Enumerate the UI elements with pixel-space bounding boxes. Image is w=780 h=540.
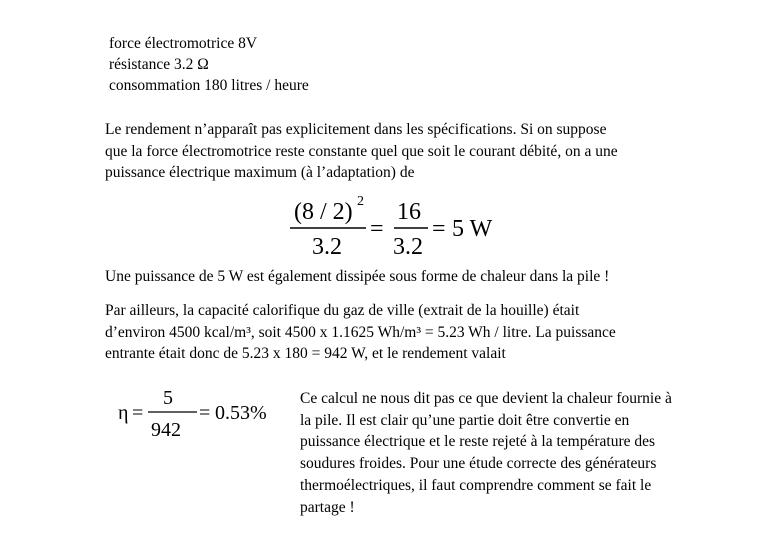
formula2-numerator: 5: [163, 387, 173, 409]
paragraph-heat-dissipation: [105, 266, 609, 288]
paragraph-line: entrante était donc de 5.23 x 180 = 942 W, et le rendement valait: [105, 345, 506, 362]
paragraph-gas-capacity: [105, 300, 616, 365]
paragraph-line: puissance électrique et le reste rejeté à la température des: [300, 433, 656, 451]
paragraph-efficiency-intro: [105, 119, 618, 184]
formula2-denominator: 942: [151, 419, 181, 441]
paragraph-line: la pile. Il est clair qu’une partie doit être convertie en: [300, 411, 630, 429]
formula1-denominator-2: 3.2: [393, 234, 423, 260]
specifications-list: [109, 33, 309, 96]
formula1-equals-2: =: [432, 216, 446, 242]
formula1-exponent: 2: [357, 194, 364, 209]
formula2-equals-2: =: [199, 402, 211, 424]
paragraph-line: que la force électromotrice reste constante quel que soit le courant débité, on a une: [105, 142, 618, 160]
paragraph-line: Ce calcul ne nous dit pas ce que devient la chaleur fournie à: [300, 390, 672, 407]
paragraph-conclusion: [300, 388, 672, 518]
spec-resistance: résistance 3.2 Ω: [109, 56, 209, 73]
spec-emf: force électromotrice 8V: [109, 35, 258, 52]
paragraph-line: Le rendement n’apparaît pas explicitement dans les spécifications. Si on suppose: [105, 121, 607, 138]
paragraph-line: soudures froides. Pour une étude correcte des générateurs: [300, 455, 657, 473]
formula1-equals-1: =: [370, 216, 384, 242]
formula1-denominator-1: 3.2: [312, 234, 342, 260]
formula1-numerator-2: 16: [397, 199, 421, 225]
formula1-result: 5 W: [452, 216, 493, 242]
formula1-numerator-1: (8 / 2): [294, 199, 353, 225]
paragraph-line: Une puissance de 5 W est également dissipée sous forme de chaleur dans la pile !: [105, 268, 610, 285]
formula2-equals-1: =: [132, 402, 144, 424]
paragraph-line: d’environ 4500 kcal/m³, soit 4500 x 1.1625 Wh/m³ = 5.23 Wh / litre. La puissance: [105, 323, 616, 341]
paragraph-line: puissance électrique maximum (à l’adaptation) de: [105, 164, 415, 181]
paragraph-line: thermoélectriques, il faut comprendre comment se fait le: [300, 476, 652, 494]
paragraph-line: Par ailleurs, la capacité calorifique du gaz de ville (extrait de la houille) était: [105, 302, 580, 319]
paragraph-line: partage !: [300, 498, 355, 516]
formula2-eta-symbol: η: [118, 402, 129, 424]
spec-consumption: consommation 180 litres / heure: [109, 77, 309, 94]
formula2-result: 0.53%: [215, 402, 267, 424]
